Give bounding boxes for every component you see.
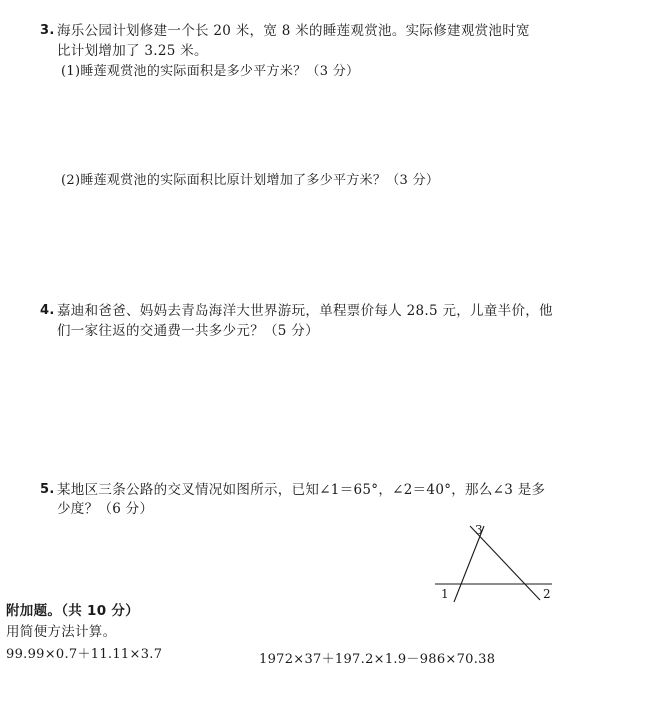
q3-text-line1: 海乐公园计划修建一个长 20 米，宽 8 米的睡莲观赏池。实际修建观赏池时宽 (57, 23, 530, 39)
road-left-diagonal (454, 526, 484, 602)
q4-text-line2: 们一家往返的交通费一共多少元？（5 分） (57, 323, 319, 339)
q3-number: 3. (40, 23, 55, 38)
q5-text-line2: 少度？（6 分） (57, 501, 154, 517)
bonus-expression-1: 99.99×0.7＋11.11×3.7 (6, 647, 163, 662)
angle-3-label: 3 (475, 523, 483, 537)
q3-part2: (2)睡莲观赏池的实际面积比原计划增加了多少平方米？（3 分） (61, 173, 440, 188)
angle-1-label: 1 (441, 587, 449, 601)
road-intersection-figure (432, 520, 562, 610)
angle-2-label: 2 (543, 587, 551, 601)
q3-text-line2: 比计划增加了 3.25 米。 (57, 43, 208, 59)
bonus-expression-2: 1972×37＋197.2×1.9－986×70.38 (259, 652, 496, 667)
q5-text-line1: 某地区三条公路的交叉情况如图所示，已知∠1＝65°，∠2＝40°，那么∠3 是多 (57, 482, 546, 498)
q4-text-line1: 嘉迪和爸爸、妈妈去青岛海洋大世界游玩，单程票价每人 28.5 元，儿童半价，他 (57, 303, 553, 319)
q4-number: 4. (40, 303, 55, 318)
q3-part1: (1)睡莲观赏池的实际面积是多少平方米？（3 分） (61, 64, 360, 79)
q5-number: 5. (40, 482, 55, 497)
bonus-title: 附加题。（共 10 分） (6, 603, 140, 619)
bonus-instruction: 用简便方法计算。 (6, 624, 117, 640)
road-right-diagonal (470, 526, 540, 600)
